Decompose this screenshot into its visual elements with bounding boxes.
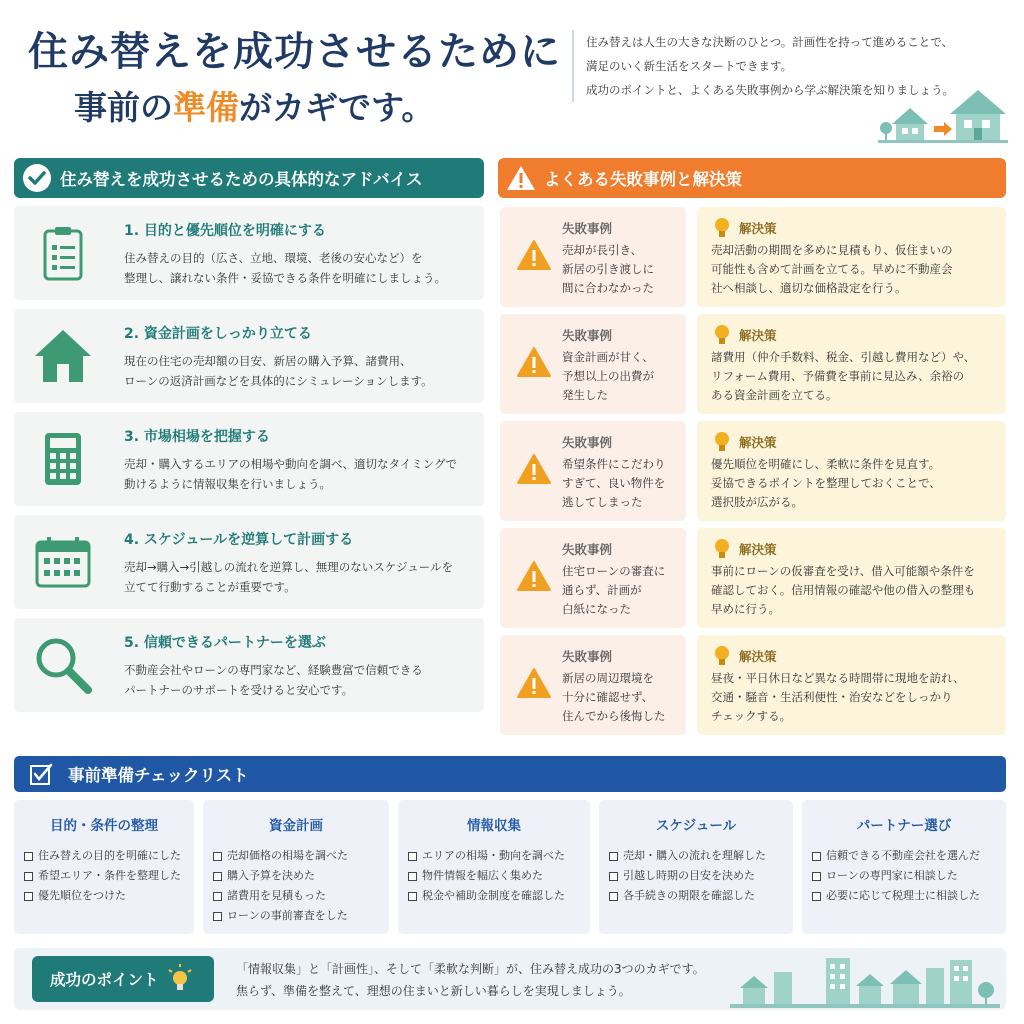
page-subtitle — [74, 82, 434, 129]
failures-heading — [498, 158, 1006, 198]
failure-case-card — [500, 635, 686, 735]
checklist-item[interactable] — [812, 866, 980, 886]
page-title: 住み替えを成功させるために — [28, 29, 561, 75]
failure-description — [562, 562, 665, 619]
failure-line: 白紙になった — [562, 602, 631, 616]
solution-line: 売却活動の期間を多めに見積もり、仮住まいの — [711, 243, 953, 257]
lightbulb-icon — [713, 645, 731, 667]
checkbox-checked-icon — [14, 762, 68, 786]
solution-description — [711, 348, 975, 405]
solution-line: 交通・騒音・生活利便性・治安などをしっかり — [711, 690, 953, 704]
advice-description — [124, 454, 476, 494]
checklist-item[interactable] — [609, 866, 766, 886]
checklist-column-title: パートナー選び — [856, 818, 952, 834]
solution-line: リフォーム費用、予備費を事前に見込み、余裕の — [711, 369, 965, 383]
failure-description — [562, 348, 654, 405]
lightbulb-icon — [713, 217, 731, 239]
house-icon — [32, 323, 94, 389]
success-point-text — [236, 958, 705, 1002]
solution-label — [713, 431, 777, 453]
advice-title: 4. スケジュールを逆算して計画する — [124, 532, 354, 548]
intro-line: 住み替えは人生の大きな決断のひとつ。計画性を持って進めることで、 — [586, 35, 954, 49]
checkbox[interactable] — [812, 852, 821, 861]
houses-illustration-icon — [878, 84, 1008, 144]
advice-title: 5. 信頼できるパートナーを選ぶ — [124, 635, 326, 651]
checklist-item[interactable] — [812, 886, 980, 906]
failure-line: 資金計画が甘く、 — [562, 350, 654, 364]
advice-card — [14, 309, 484, 403]
checkbox[interactable] — [24, 892, 33, 901]
checkbox[interactable] — [24, 852, 33, 861]
checklist-column-title: 情報収集 — [467, 818, 521, 834]
warning-icon — [516, 560, 552, 592]
solution-description — [711, 562, 975, 619]
checklist-item-label: 引越し時期の目安を決めた — [623, 869, 755, 882]
solution-label-text: 解決策 — [739, 542, 777, 557]
advice-desc-line: パートナーのサポートを受けると安心です。 — [124, 683, 354, 697]
solution-label-text: 解決策 — [739, 328, 777, 343]
checklist-item[interactable] — [408, 866, 565, 886]
checkbox[interactable] — [609, 892, 618, 901]
advice-desc-line: 現在の住宅の売却額の目安、新居の購入予算、諸費用、 — [124, 354, 412, 368]
lightbulb-icon — [713, 324, 731, 346]
failure-line: 新居の引き渡しに — [562, 262, 654, 276]
town-illustration-icon — [730, 954, 1000, 1008]
checkbox[interactable] — [812, 872, 821, 881]
success-point-line: 「情報収集」と「計画性」、そして「柔軟な判断」が、住み替え成功の3つのカギです。 — [236, 962, 705, 976]
failure-label: 失敗事例 — [562, 542, 613, 557]
checklist-item[interactable] — [24, 846, 181, 866]
solution-card — [697, 528, 1006, 628]
advice-desc-line: 住み替えの目的（広さ、立地、環境、老後の安心など）を — [124, 251, 423, 265]
checklist-item-label: ローンの事前審査をした — [227, 909, 348, 922]
success-point-badge — [32, 956, 214, 1002]
checkbox[interactable] — [213, 892, 222, 901]
failure-line: 希望条件にこだわり — [562, 457, 666, 471]
advice-heading-text: 住み替えを成功させるための具体的なアドバイス — [60, 170, 423, 189]
advice-card — [14, 515, 484, 609]
failure-line: 十分に確認せず、 — [562, 690, 654, 704]
advice-card — [14, 412, 484, 506]
solution-label — [713, 538, 777, 560]
checklist-heading-text: 事前準備チェックリスト — [68, 766, 249, 785]
success-point-line: 焦らず、準備を整えて、理想の住まいと新しい暮らしを実現しましょう。 — [236, 984, 631, 998]
advice-desc-line: ローンの返済計画などを具体的にシミュレーションします。 — [124, 374, 433, 388]
checkbox[interactable] — [408, 852, 417, 861]
solution-card — [697, 207, 1006, 307]
solution-line: ある資金計画を立てる。 — [711, 388, 838, 402]
solution-line: 社へ相談し、適切な価格設定を行う。 — [711, 281, 907, 295]
failure-description — [562, 669, 666, 726]
failure-description — [562, 455, 666, 512]
subtitle-pre: 事前の — [74, 88, 173, 127]
advice-desc-line: 不動産会社やローンの専門家など、経験豊富で信頼できる — [124, 663, 423, 677]
checklist-column — [14, 800, 194, 934]
checklist-item-label: 住み替えの目的を明確にした — [38, 849, 181, 862]
checklist-item[interactable] — [812, 846, 980, 866]
intro-line: 成功のポイントと、よくある失敗事例から学ぶ解決策を知りましょう。 — [586, 83, 954, 97]
solution-label — [713, 645, 777, 667]
checklist-item-label: 各手続きの期限を確認した — [623, 889, 755, 902]
checklist-item-label: 購入予算を決めた — [227, 869, 315, 882]
advice-card — [14, 206, 484, 300]
solution-line: 可能性も含めて計画を立てる。早めに不動産会 — [711, 262, 953, 276]
checkbox[interactable] — [609, 852, 618, 861]
checklist-item[interactable] — [408, 886, 565, 906]
advice-title: 3. 市場相場を把握する — [124, 429, 270, 445]
checkbox[interactable] — [213, 852, 222, 861]
advice-description — [124, 248, 476, 288]
checkbox[interactable] — [812, 892, 821, 901]
solution-line: 妥協できるポイントを整理しておくことで、 — [711, 476, 941, 490]
solution-card — [697, 635, 1006, 735]
solution-line: 早めに行う。 — [711, 602, 780, 616]
checklist-column — [802, 800, 1006, 934]
solution-line: 優先順位を明確にし、柔軟に条件を見直す。 — [711, 457, 941, 471]
checkbox[interactable] — [213, 912, 222, 921]
success-point-label: 成功のポイント — [50, 971, 159, 989]
warning-icon — [516, 453, 552, 485]
checkbox[interactable] — [408, 872, 417, 881]
advice-desc-line: 動けるように情報収集を行いましょう。 — [124, 477, 331, 491]
lightbulb-icon — [167, 964, 193, 994]
solution-card — [697, 421, 1006, 521]
warning-icon — [516, 239, 552, 271]
advice-desc-line: 整理し、譲れない条件・妥協できる条件を明確にしましょう。 — [124, 271, 446, 285]
failures-heading-text: よくある失敗事例と解決策 — [544, 170, 742, 189]
checklist-item[interactable] — [24, 866, 181, 886]
clipboard-icon — [32, 220, 94, 286]
failure-label: 失敗事例 — [562, 221, 613, 236]
solution-label — [713, 324, 777, 346]
failure-case-card — [500, 207, 686, 307]
advice-description — [124, 557, 476, 597]
checklist-item[interactable] — [24, 886, 181, 906]
checkbox[interactable] — [609, 872, 618, 881]
checklist-item[interactable] — [408, 846, 565, 866]
solution-label-text: 解決策 — [739, 435, 777, 450]
checklist-item-label: 諸費用を見積もった — [227, 889, 326, 902]
advice-heading — [14, 158, 484, 198]
failure-line: 新居の周辺環境を — [562, 671, 654, 685]
checklist-item-label: 物件情報を幅広く集めた — [422, 869, 543, 882]
checklist-item-label: 売却・購入の流れを理解した — [623, 849, 766, 862]
subtitle-post: がカギです。 — [239, 88, 435, 127]
checklist-heading — [14, 756, 1006, 792]
checklist-item-label: エリアの相場・動向を調べた — [422, 849, 565, 862]
intro-line: 満足のいく新生活をスタートできます。 — [586, 59, 793, 73]
failure-case-card — [500, 314, 686, 414]
checklist-item-label: 希望エリア・条件を整理した — [38, 869, 181, 882]
warning-icon — [516, 667, 552, 699]
advice-title: 1. 目的と優先順位を明確にする — [124, 223, 326, 239]
advice-desc-line: 売却・購入するエリアの相場や動向を調べ、適切なタイミングで — [124, 457, 458, 471]
solution-description — [711, 455, 941, 512]
checklist-column-title: 目的・条件の整理 — [50, 818, 158, 834]
solution-label-text: 解決策 — [739, 221, 777, 236]
solution-description — [711, 669, 965, 726]
calendar-icon — [32, 529, 94, 595]
solution-line: 昼夜・平日休日など異なる時間帯に現地を訪れ、 — [711, 671, 965, 685]
checklist-column — [599, 800, 793, 934]
failure-case-card — [500, 421, 686, 521]
failure-label: 失敗事例 — [562, 435, 613, 450]
checklist-column-title: 資金計画 — [269, 818, 323, 834]
failure-label: 失敗事例 — [562, 649, 613, 664]
failure-line: 予想以上の出費が — [562, 369, 654, 383]
checklist-item-label: 必要に応じて税理士に相談した — [826, 889, 980, 902]
failure-description — [562, 241, 654, 298]
solution-label-text: 解決策 — [739, 649, 777, 664]
check-circle-icon — [14, 163, 60, 193]
checklist-item-label: 優先順位をつけた — [38, 889, 126, 902]
failure-line: 住宅ローンの審査に — [562, 564, 666, 578]
warning-icon — [516, 346, 552, 378]
advice-title: 2. 資金計画をしっかり立てる — [124, 326, 312, 342]
calculator-icon — [32, 426, 94, 492]
checklist-item-label: 税金や補助金制度を確認した — [422, 889, 565, 902]
failure-line: 住んでから後悔した — [562, 709, 666, 723]
advice-desc-line: 売却→購入→引越しの流れを逆算し、無理のないスケジュールを — [124, 560, 454, 574]
solution-line: チェックする。 — [711, 709, 792, 723]
failure-line: 逃してしまった — [562, 495, 643, 509]
checklist-column — [398, 800, 590, 934]
advice-desc-line: 立てて行動することが重要です。 — [124, 580, 296, 594]
solution-line: 選択肢が広がる。 — [711, 495, 803, 509]
lightbulb-icon — [713, 538, 731, 560]
magnifier-icon — [32, 632, 94, 698]
checklist-item-label: 売却価格の相場を調べた — [227, 849, 348, 862]
checklist-item-label: 信頼できる不動産会社を選んだ — [826, 849, 980, 862]
lightbulb-icon — [713, 431, 731, 453]
solution-line: 事前にローンの仮審査を受け、借入可能額や条件を — [711, 564, 975, 578]
advice-description — [124, 351, 476, 391]
solution-line: 確認しておく。信用情報の確認や他の借入の整理も — [711, 583, 976, 597]
checklist-item[interactable] — [213, 906, 348, 926]
failure-line: 発生した — [562, 388, 608, 402]
checkbox[interactable] — [213, 872, 222, 881]
advice-card — [14, 618, 484, 712]
checklist-column-title: スケジュール — [655, 818, 737, 834]
checklist-item[interactable] — [213, 886, 348, 906]
failure-line: 売却が長引き、 — [562, 243, 643, 257]
checklist-item[interactable] — [213, 846, 348, 866]
failure-line: すぎて、良い物件を — [562, 476, 666, 490]
checklist-item[interactable] — [213, 866, 348, 886]
checklist-item[interactable] — [609, 886, 766, 906]
warning-icon — [498, 164, 544, 192]
failure-case-card — [500, 528, 686, 628]
solution-description — [711, 241, 953, 298]
failure-label: 失敗事例 — [562, 328, 613, 343]
checklist-item-label: ローンの専門家に相談した — [826, 869, 958, 882]
page-header — [0, 0, 1024, 150]
failure-line: 通らず、計画が — [562, 583, 642, 597]
solution-label — [713, 217, 777, 239]
checkbox[interactable] — [24, 872, 33, 881]
solution-line: 諸費用（仲介手数料、税金、引越し費用など）や、 — [711, 350, 976, 364]
checklist-column — [203, 800, 389, 934]
checkbox[interactable] — [408, 892, 417, 901]
solution-card — [697, 314, 1006, 414]
subtitle-accent: 準備 — [173, 88, 239, 127]
advice-description — [124, 660, 476, 700]
checklist-item[interactable] — [609, 846, 766, 866]
failure-line: 間に合わなかった — [562, 281, 654, 295]
